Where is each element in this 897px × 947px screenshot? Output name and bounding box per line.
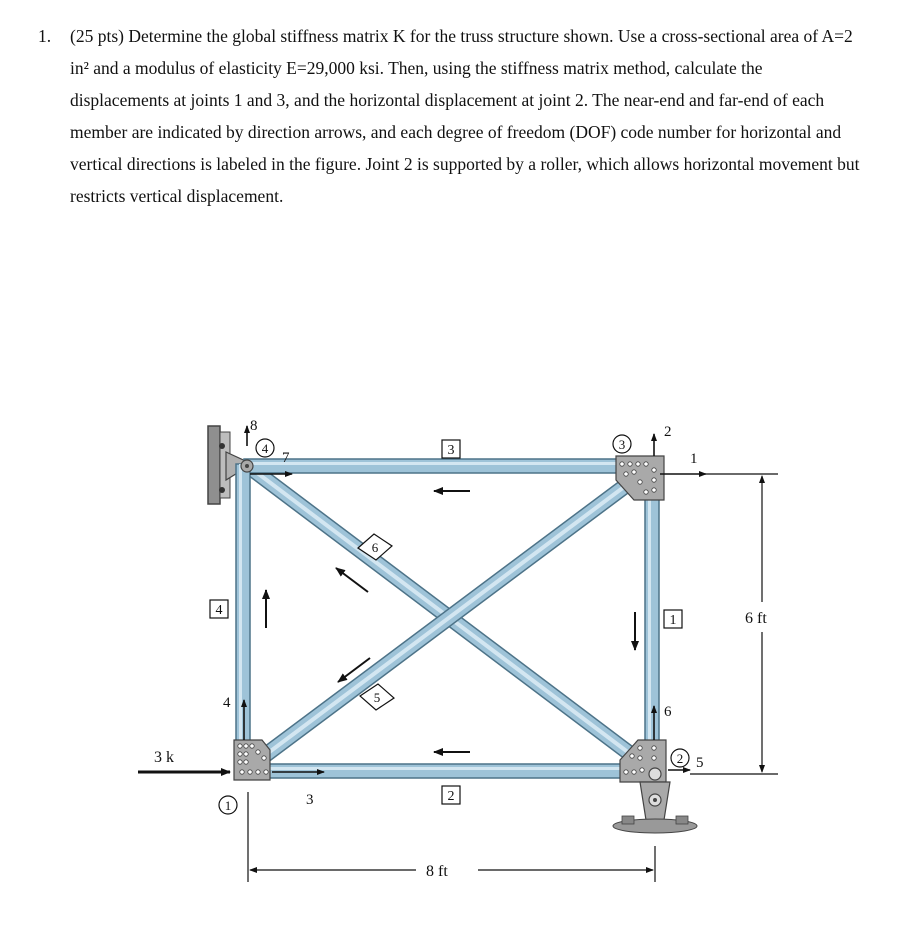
width-label: 8 ft	[426, 863, 448, 880]
dof-label-5: 5	[696, 755, 704, 771]
joint-label-3	[613, 435, 631, 453]
dof-label-3: 3	[306, 792, 314, 808]
joint-label-2	[671, 749, 689, 767]
pin-joint-4	[241, 460, 253, 472]
joint-label-1	[219, 796, 237, 814]
member-label-2	[442, 786, 460, 804]
member-label-3	[442, 440, 460, 458]
svg-text:1: 1	[224, 798, 232, 813]
gusset-joint-1	[234, 740, 270, 780]
member-4	[236, 464, 250, 764]
svg-text:4: 4	[215, 603, 223, 618]
member-6-arrow	[336, 568, 368, 592]
member-label-1	[664, 610, 682, 628]
height-label: 6 ft	[745, 610, 767, 627]
svg-text:3: 3	[447, 443, 455, 458]
load-label: 3 k	[154, 749, 174, 766]
dof-label-1: 1	[690, 451, 698, 467]
dof-label-4: 4	[223, 695, 231, 711]
dof-label-2: 2	[664, 424, 672, 440]
problem-text: (25 pts) Determine the global stiffness matrix K for the truss structure shown. Use a cross-sectional area of A=2 in² and a modulus of elasticity E=29,000 ksi. Then, using the stiffness matrix method, calculate the displacements at joints 1 and 3, and the horizontal displacement at joint 2. The near-end and far-end of each member are indicated by direction arrows, and each degree of freedom (DOF) code number for horizontal and vertical directions is labeled in the figure. Joint 2 is supported by a roller, which allows horizontal movement but restricts vertical displacement.	[70, 26, 860, 206]
dof-label-7: 7	[282, 450, 290, 466]
dof-label-8: 8	[250, 418, 258, 434]
dof-label-6: 6	[664, 704, 672, 720]
applied-load	[138, 749, 230, 772]
member-2	[240, 764, 654, 778]
joint-label-4	[256, 439, 274, 457]
svg-text:2: 2	[447, 789, 455, 804]
svg-text:3: 3	[618, 437, 626, 452]
member-1	[645, 464, 659, 764]
svg-text:5: 5	[373, 690, 381, 705]
member-label-4	[210, 600, 228, 618]
svg-text:2: 2	[676, 751, 684, 766]
svg-text:1: 1	[669, 613, 677, 628]
svg-text:6: 6	[371, 540, 379, 555]
svg-text:4: 4	[261, 441, 269, 456]
member-3	[244, 459, 656, 473]
problem-number: 1.	[38, 26, 52, 46]
